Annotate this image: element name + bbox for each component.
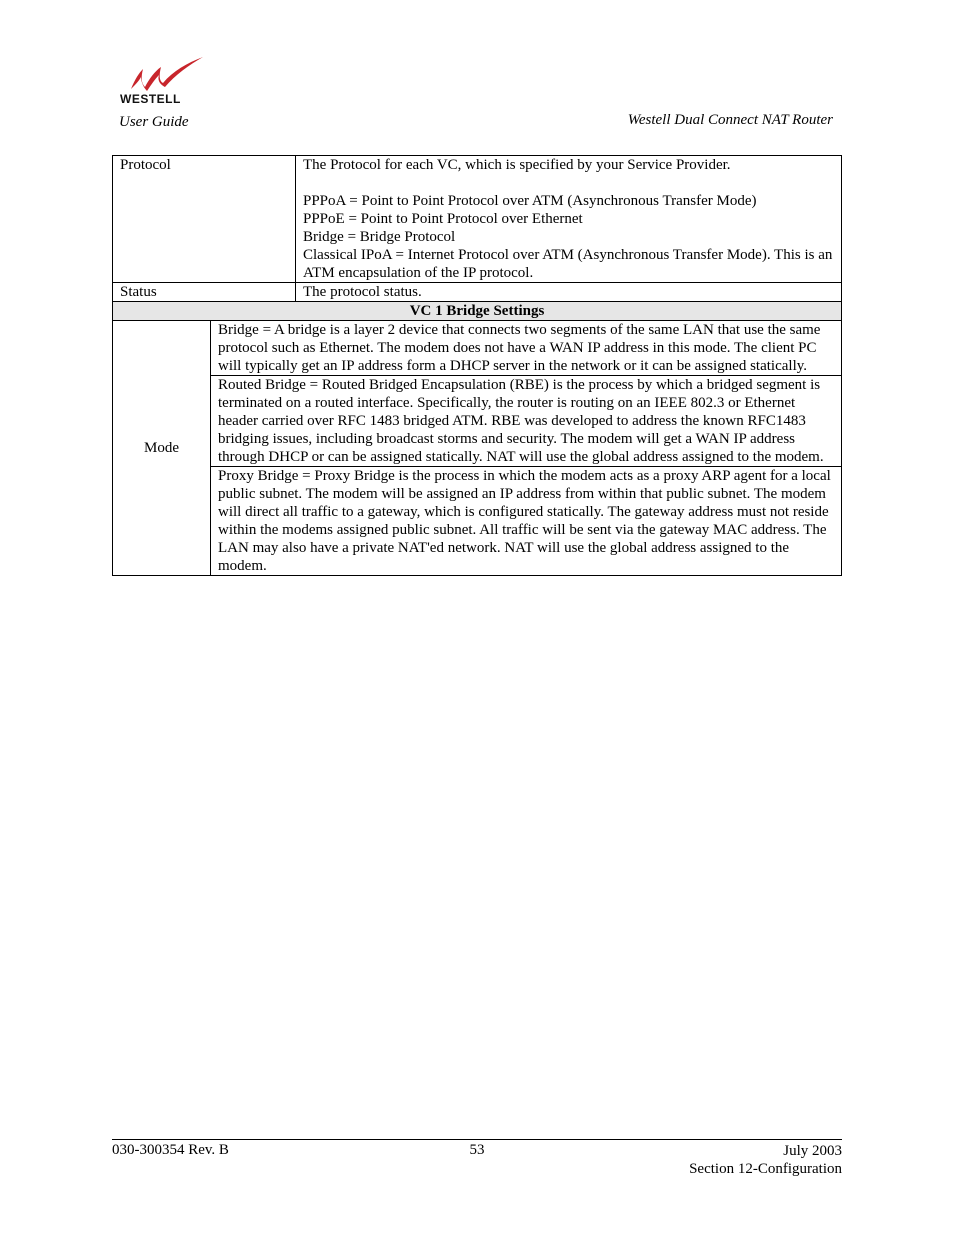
table-row-status bbox=[113, 283, 842, 302]
protocol-line1: The Protocol for each VC, which is specified by your Service Provider. bbox=[303, 157, 731, 173]
section-header-row bbox=[113, 302, 842, 321]
footer-right bbox=[689, 1142, 842, 1178]
protocol-ipoa: Classical IPoA = Internet Protocol over ATM (Asynchronous Transfer Mode). This is an ATM encapsulation of the IP protocol. bbox=[303, 247, 833, 281]
footer-date: July 2003 bbox=[783, 1143, 842, 1159]
table-row-mode-proxy-bridge bbox=[113, 467, 842, 576]
header-product-name: Westell Dual Connect NAT Router bbox=[627, 112, 833, 128]
section-title: VC 1 Bridge Settings bbox=[113, 302, 842, 321]
footer-page-number: 53 bbox=[469, 1142, 485, 1158]
protocol-bridge: Bridge = Bridge Protocol bbox=[303, 229, 456, 245]
table-row-mode-bridge bbox=[113, 321, 842, 376]
table-row-protocol bbox=[113, 156, 842, 283]
settings-table bbox=[112, 155, 842, 576]
protocol-key: Protocol bbox=[113, 156, 296, 283]
footer-divider bbox=[112, 1139, 842, 1140]
footer-section: Section 12-Configuration bbox=[689, 1161, 842, 1177]
header-user-guide: User Guide bbox=[119, 114, 189, 130]
protocol-description bbox=[296, 156, 842, 283]
westell-logo bbox=[117, 55, 207, 107]
mode-key: Mode bbox=[113, 321, 211, 576]
mode-bridge-description: Bridge = A bridge is a layer 2 device that connects two segments of the same LAN that use the same protocol such as Ethernet. The modem does not have a WAN IP address in this mode. The client PC will typically get an IP address form a DHCP server in the network or it can be assigned statically. bbox=[211, 321, 842, 376]
mode-proxy-bridge-description: Proxy Bridge = Proxy Bridge is the process in which the modem acts as a proxy ARP agent for a local public subnet. The modem will be assigned an IP address from within that public subnet. The modem will direct all traffic to a gateway, which is configured statically. The gateway address must not reside within the modems assigned public subnet. All traffic will be sent via the gateway MAC address. The LAN may also have a private NAT'ed network. NAT will use the global address assigned to the modem. bbox=[211, 467, 842, 576]
status-description: The protocol status. bbox=[296, 283, 842, 302]
westell-swoosh-icon bbox=[117, 55, 207, 95]
footer-doc-number: 030-300354 Rev. B bbox=[112, 1142, 229, 1158]
protocol-pppoe: PPPoE = Point to Point Protocol over Ethernet bbox=[303, 211, 583, 227]
table-row-mode-routed-bridge bbox=[113, 376, 842, 467]
protocol-pppoa: PPPoA = Point to Point Protocol over ATM (Asynchronous Transfer Mode) bbox=[303, 193, 757, 209]
spacer bbox=[303, 174, 834, 192]
mode-routed-bridge-description: Routed Bridge = Routed Bridged Encapsulation (RBE) is the process by which a bridged segment is terminated on a routed interface. Specifically, the router is routing on an IEEE 802.3 or Ethernet header carried over RFC 1483 bridged ATM. RBE was developed to address the known RFC1483 bridging issues, including broadcast storms and security. The modem will get a WAN IP address through DHCP or can be assigned statically. NAT will use the global address assigned to the modem. bbox=[211, 376, 842, 467]
status-key: Status bbox=[113, 283, 296, 302]
logo-wordmark: WESTELL bbox=[120, 92, 181, 106]
